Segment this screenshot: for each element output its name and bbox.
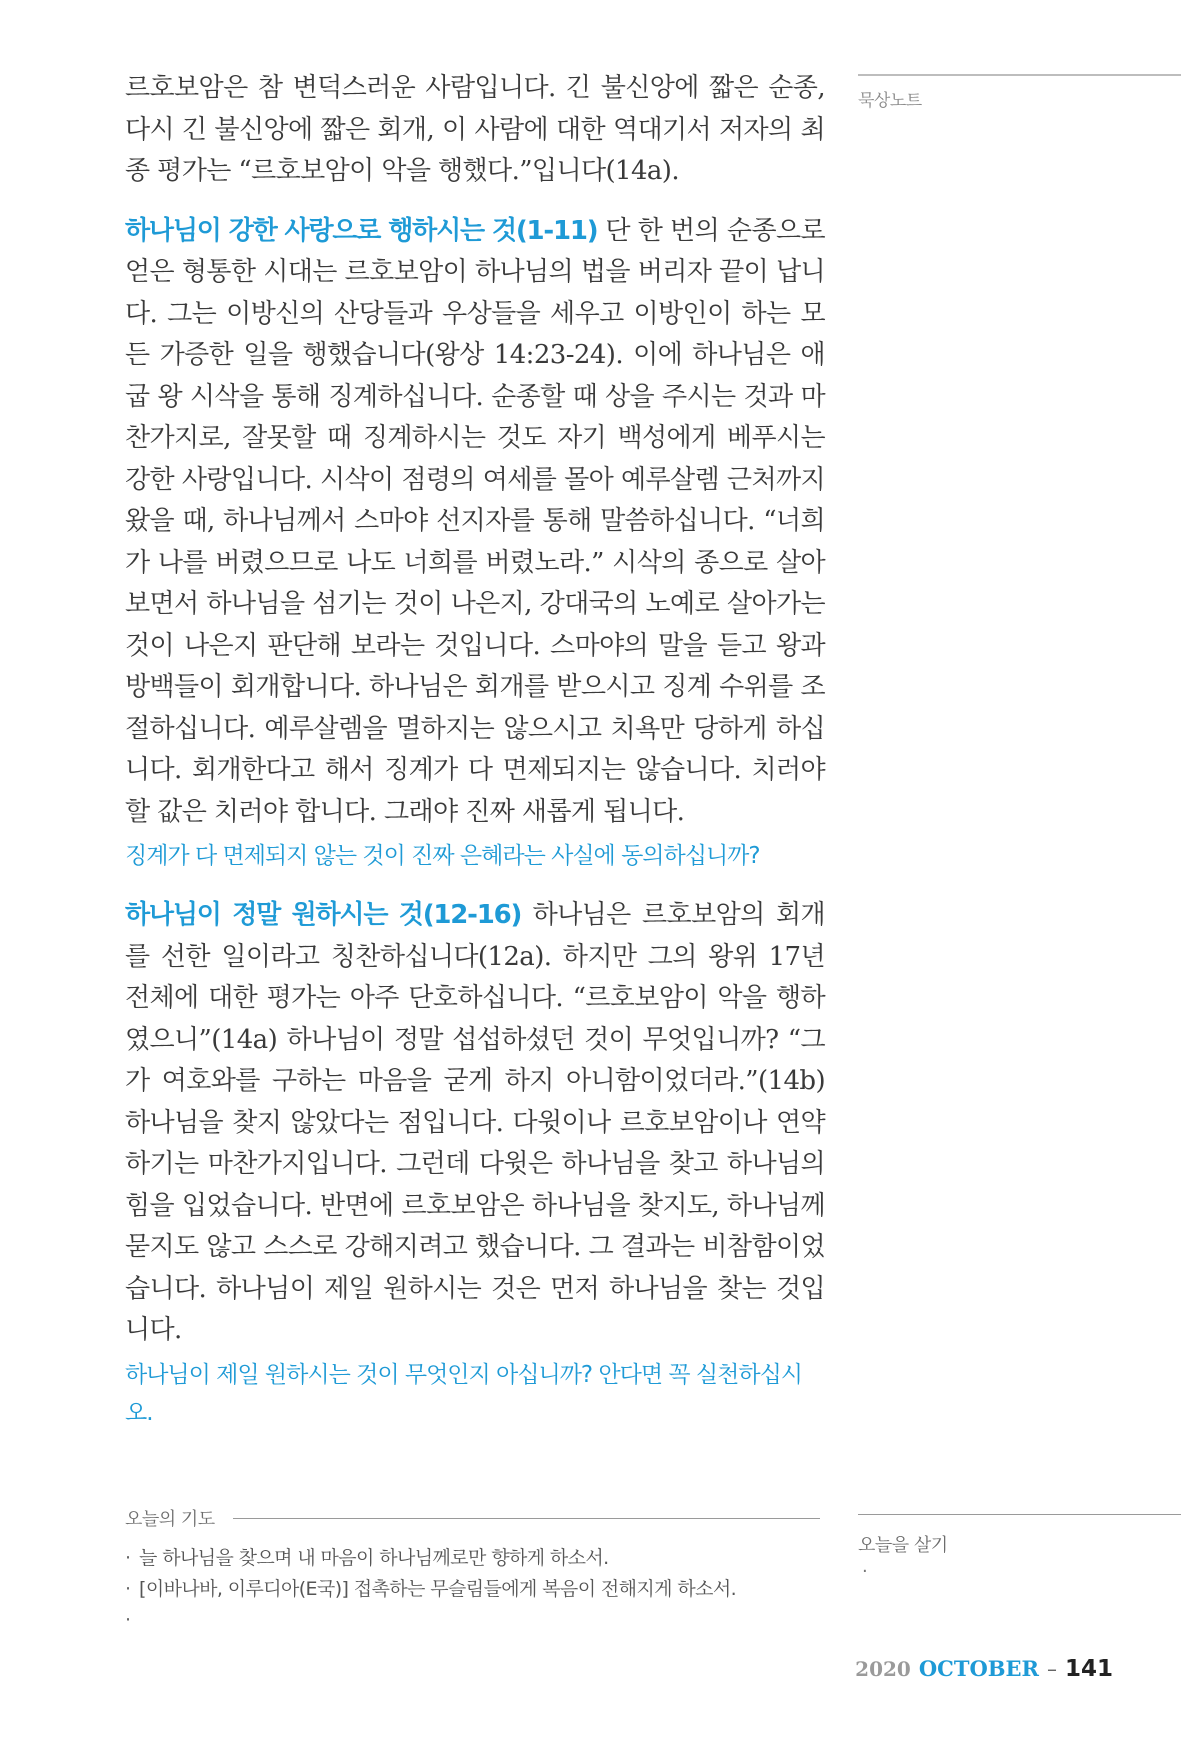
prayer-item <box>125 1605 820 1636</box>
page-footer <box>855 1656 1113 1682</box>
living-today-label: 오늘을 살기 <box>858 1535 948 1556</box>
prayer-item <box>125 1574 820 1605</box>
prayer-item <box>125 1543 820 1574</box>
section-2-question: 하나님이 제일 원하시는 것이 무엇인지 아십니까? 안다면 꼭 실천하십시오. <box>125 1361 803 1426</box>
prayer-divider <box>233 1518 820 1519</box>
footer-dash: – <box>1046 1657 1057 1681</box>
prayer-header <box>125 1505 820 1531</box>
living-today-panel <box>858 1514 1181 1582</box>
section-2-body: 하나님은 르호보암의 회개를 선한 일이라고 칭찬하십니다(12a). 하지만 그의 왕위 17년 전체에 대한 평가는 아주 단호하십니다. “르호보암이 악을 행하였으니”(14a) 하나님이 정말 섭섭하셨던 것이 무엇입니까? “그가 여호와를 구하는 마음을 굳게 하지 아니함이었더라.”(14b) 하나님을 찾지 않았다는 점입니다. 다윗이나 르호보암이나 연약하기는 마찬가지입니다. 그런데 다윗은 하나님을 찾고 하나님의 힘을 입었습니다. 반면에 르호보암은 하나님을 찾지도, 하나님께 묻지도 않고 스스로 강해지려고 했습니다. 그 결과는 비참함이었습니다. 하나님이 제일 원하시는 것은 먼저 하나님을 찾는 것입니다. <box>125 900 826 1345</box>
bullet-icon: · <box>862 1561 868 1582</box>
prayer-section <box>125 1505 820 1636</box>
footer-month: OCTOBER <box>918 1656 1039 1681</box>
section-2-paragraph <box>125 895 825 1352</box>
bullet-icon: · <box>125 1609 131 1631</box>
prayer-list <box>125 1543 820 1636</box>
prayer-item-text: 늘 하나님을 찾으며 내 마음이 하나님께로만 향하게 하소서. <box>139 1547 609 1569</box>
prayer-item-text: [이바나바, 이루디아(E국)] 접촉하는 무슬림들에게 복음이 전해지게 하소서. <box>139 1578 737 1600</box>
bullet-icon: · <box>125 1578 131 1600</box>
prayer-title: 오늘의 기도 <box>125 1509 215 1530</box>
section-2-heading: 하나님이 정말 원하시는 것(12-16) <box>125 900 522 930</box>
section-1-paragraph <box>125 211 825 834</box>
section-1-heading: 하나님이 강한 사랑으로 행하시는 것(1-11) <box>125 215 598 246</box>
footer-year: 2020 <box>855 1657 911 1681</box>
meditation-note-panel <box>858 74 1181 111</box>
section-1-question: 징계가 다 면제되지 않는 것이 진짜 은혜라는 사실에 동의하십니까? <box>125 843 760 869</box>
main-content <box>125 68 825 1452</box>
section-1-body: 단 한 번의 순종으로 얻은 형통한 시대는 르호보암이 하나님의 법을 버리자 끝이 납니다. 그는 이방신의 산당들과 우상들을 세우고 이방인이 하는 모든 가증한 일을 행했습니다(왕상 14:23-24). 이에 하나님은 애굽 왕 시삭을 통해 징계하십니다. 순종할 때 상을 주시는 것과 마찬가지로, 잘못할 때 징계하시는 것도 자기 백성에게 베푸시는 강한 사랑입니다. 시삭이 점령의 여세를 몰아 예루살렘 근처까지 왔을 때, 하나님께서 스마야 선지자를 통해 말씀하십니다. “너희가 나를 버렸으므로 나도 너희를 버렸노라.” 시삭의 종으로 살아보면서 하나님을 섬기는 것이 나은지, 강대국의 노예로 살아가는 것이 나은지 판단해 보라는 것입니다. 스마야의 말을 듣고 왕과 방백들이 회개합니다. 하나님은 회개를 받으시고 징계 수위를 조절하십니다. 예루살렘을 멸하지는 않으시고 치욕만 당하게 하십니다. 회개한다고 해서 징계가 다 면제되지는 않습니다. 치러야 할 값은 치러야 합니다. 그래야 진짜 새롭게 됩니다. <box>125 215 825 827</box>
page-number: 141 <box>1064 1656 1113 1682</box>
bullet-icon: · <box>125 1547 131 1569</box>
meditation-note-label: 묵상노트 <box>858 91 922 111</box>
intro-paragraph: 르호보암은 참 변덕스러운 사람입니다. 긴 불신앙에 짧은 순종, 다시 긴 불신앙에 짧은 회개, 이 사람에 대한 역대기서 저자의 최종 평가는 “르호보암이 악을 행했다.”입니다(14a). <box>125 73 825 186</box>
